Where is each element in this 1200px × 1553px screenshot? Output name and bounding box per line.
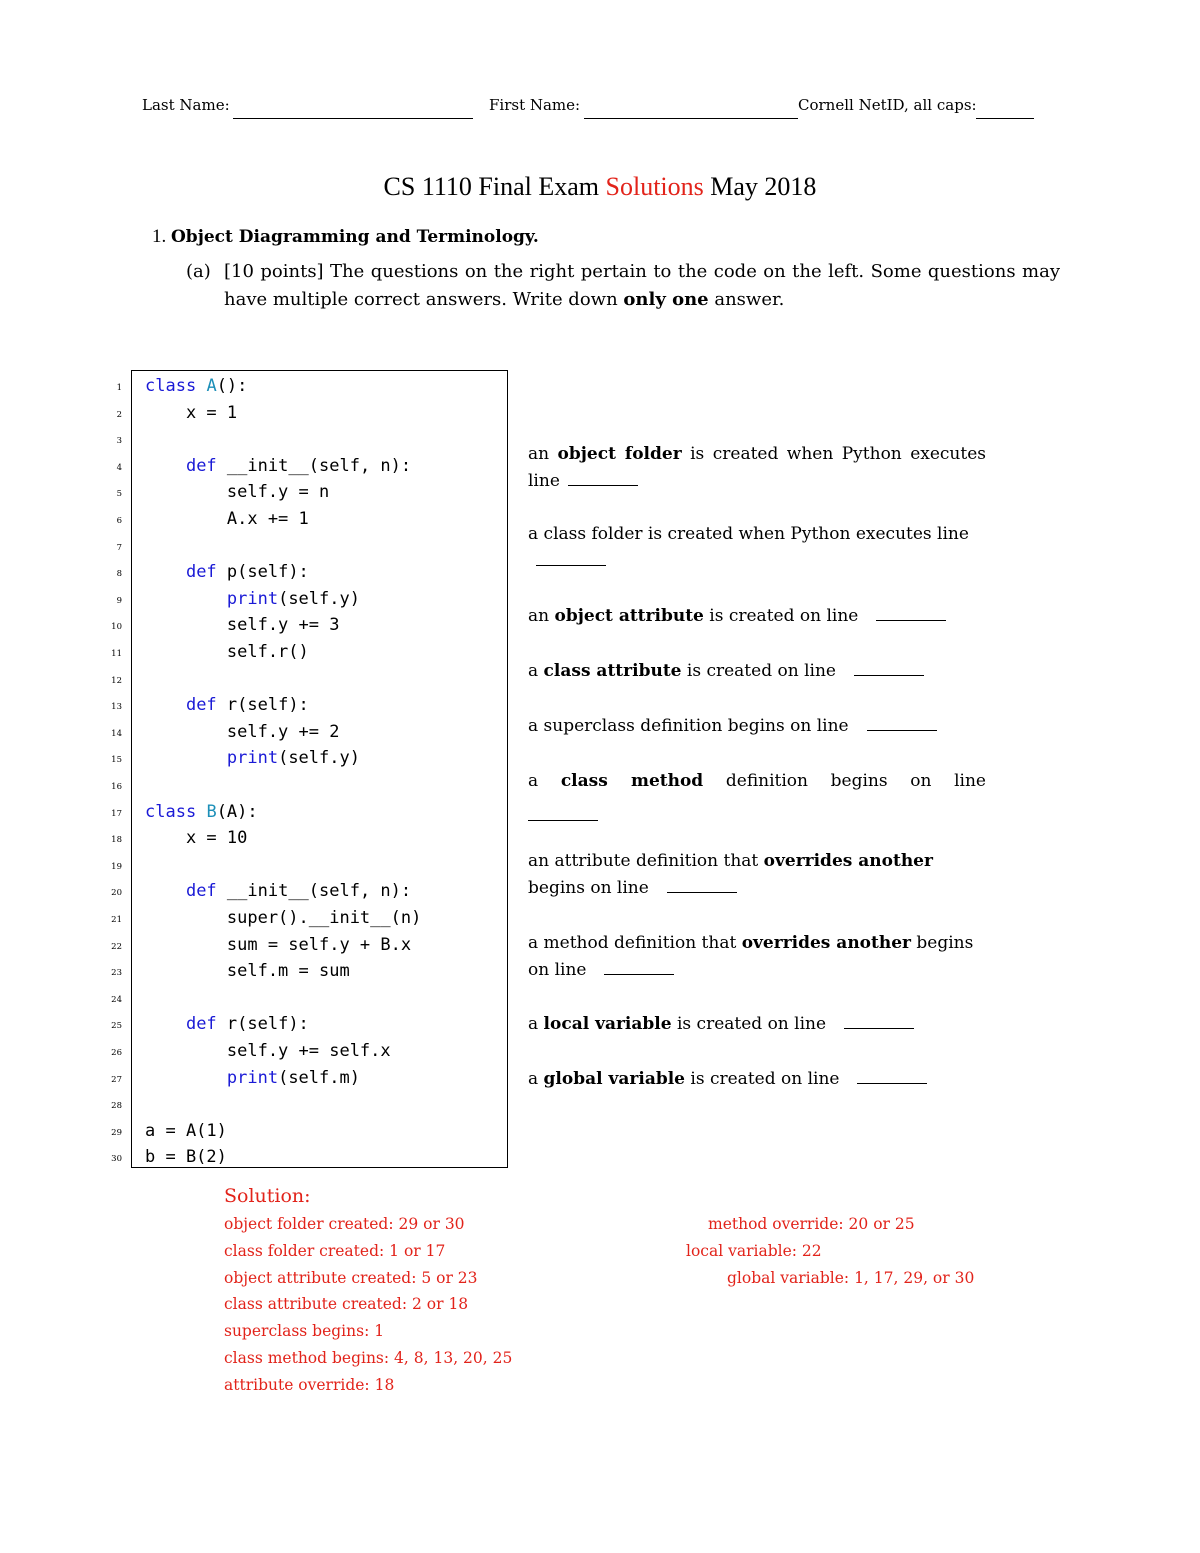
first-name-label: First Name: (489, 96, 581, 114)
q5-text-b: superclass (543, 716, 635, 736)
netid-label: Cornell NetID, all caps: (798, 96, 977, 114)
solution-heading: Solution: (224, 1185, 311, 1207)
question-method-override (528, 930, 986, 984)
q10-text-a: a (528, 1069, 539, 1089)
q2-text-b: class (543, 524, 587, 544)
q9-text-c: is created on line (676, 1014, 827, 1034)
answer-blank[interactable] (876, 606, 946, 621)
q6-text-b: class method (560, 771, 704, 791)
answer-blank[interactable] (528, 820, 598, 821)
code-line-number: 2 (116, 409, 122, 420)
code-line: A.x += 1 (145, 509, 309, 529)
code-line-number: 3 (116, 436, 122, 447)
q6-text-c: definition begins on line (725, 771, 986, 791)
q5-text-c: definition begins on line (640, 716, 849, 736)
code-line: self.y += 2 (145, 721, 340, 742)
code-line: b = B(2) (145, 1147, 227, 1168)
last-name-blank (233, 118, 473, 119)
last-name-label: Last Name: (142, 96, 230, 114)
code-line: def r(self): (185, 1014, 309, 1035)
code-line: self.y = n (145, 482, 330, 503)
q8-text-c: begins on line (528, 933, 974, 980)
code-line: self.m = sum (145, 961, 350, 982)
code-line-number: 1 (116, 383, 122, 393)
answer-blank[interactable] (867, 716, 937, 731)
q4-text-a: a (528, 661, 539, 681)
q4-text-c: is created on line (686, 661, 836, 681)
q3-text-a: an (528, 606, 550, 626)
code-line: def __init__(self, n): (185, 881, 412, 902)
q8-text-a: a method definition that (528, 933, 737, 953)
q9-text-b: local variable (543, 1014, 672, 1034)
part-a-text-start: [10 points] The questions on the right pertain to the code on the left. Some questions may have multiple correct answers. Write down (224, 261, 1060, 310)
code-line-number: 12 (111, 675, 122, 686)
code-line-number: 15 (111, 755, 122, 766)
solution-item: local variable: 22 (686, 1242, 822, 1260)
code-line-number: 27 (111, 1074, 122, 1085)
question-class-attribute (528, 658, 986, 685)
code-line: x = 1 (145, 402, 238, 423)
question-local-variable (528, 1011, 986, 1038)
q9-text-a: a (528, 1014, 539, 1034)
q2-text-c: folder is created when Python executes line (591, 524, 969, 544)
code-line-number: 5 (116, 489, 122, 500)
part-a-label: (a) (186, 261, 211, 282)
code-line-number: 13 (111, 702, 122, 713)
q2-text-a: a (528, 524, 539, 544)
code-line-number: 17 (111, 808, 122, 819)
part-a-text-bold: only one (623, 289, 709, 310)
code-line-number: 28 (111, 1101, 122, 1112)
page-title (0, 172, 1200, 202)
solution-item: object attribute created: 5 or 23 (224, 1269, 478, 1287)
solution-item: attribute override: 18 (224, 1376, 395, 1394)
code-line-number: 24 (111, 994, 122, 1005)
question-class-folder (528, 521, 986, 575)
answer-blank[interactable] (844, 1014, 914, 1029)
code-line: sum = self.y + B.x (145, 934, 412, 955)
part-a-instructions (186, 258, 1060, 314)
q3-text-b: object attribute (554, 606, 704, 626)
solution-item: class folder created: 1 or 17 (224, 1242, 446, 1260)
solution-item: method override: 20 or 25 (708, 1215, 915, 1233)
code-line: self.y += 3 (145, 615, 340, 636)
answer-blank[interactable] (568, 471, 638, 486)
solution-item: class attribute created: 2 or 18 (224, 1295, 469, 1313)
question-superclass (528, 713, 986, 740)
answer-blank[interactable] (857, 1069, 927, 1084)
q3-text-c: is created on line (709, 606, 859, 626)
code-line-number: 18 (111, 835, 122, 846)
code-line-number: 26 (111, 1048, 122, 1058)
question-global-variable (528, 1066, 986, 1093)
part-a-text-end: answer. (714, 289, 785, 310)
code-line-number: 6 (116, 516, 122, 526)
question-attribute-override (528, 848, 986, 902)
code-line-number: 29 (111, 1127, 122, 1138)
code-line-number: 16 (111, 782, 122, 792)
code-line-number: 9 (116, 595, 122, 606)
code-line-number: 10 (111, 622, 122, 633)
code-line: super().__init__(n) (145, 908, 422, 928)
title-suffix: May 2018 (710, 172, 817, 201)
code-line: print(self.y) (226, 748, 360, 769)
code-line: a = A(1) (145, 1120, 227, 1141)
q1-text-a: an (528, 444, 550, 464)
q7-text-b: overrides another (763, 851, 933, 871)
title-highlight: Solutions (605, 172, 704, 201)
solution-item: object folder created: 29 or 30 (224, 1215, 465, 1233)
code-line: def r(self): (185, 695, 309, 716)
code-line: self.y += self.x (145, 1041, 391, 1061)
first-name-blank (584, 118, 798, 119)
solution-item: global variable: 1, 17, 29, or 30 (727, 1269, 975, 1287)
q7-text-a: an attribute definition that (528, 851, 759, 871)
code-line-number: 19 (111, 861, 122, 872)
title-prefix: CS 1110 Final Exam (383, 172, 600, 201)
solution-item: class method begins: 4, 8, 13, 20, 25 (224, 1349, 513, 1367)
netid-blank (976, 118, 1034, 119)
answer-blank[interactable] (667, 878, 737, 893)
q7-text-c: begins on line (528, 878, 649, 898)
code-line-number: 4 (116, 462, 122, 473)
code-line: class A(): (145, 376, 248, 396)
q10-text-b: global variable (543, 1069, 685, 1089)
code-line: print(self.y) (226, 588, 360, 609)
code-line-number: 23 (111, 968, 122, 979)
question-heading (152, 226, 539, 248)
code-line-number: 21 (111, 915, 122, 925)
answer-blank[interactable] (536, 551, 606, 566)
question-title: Object Diagramming and Terminology. (171, 227, 539, 247)
question-object-attribute (528, 603, 986, 630)
code-line-number: 8 (116, 569, 122, 580)
answer-blank[interactable] (604, 960, 674, 975)
solution-item: superclass begins: 1 (224, 1322, 385, 1340)
code-line-number: 11 (111, 649, 122, 659)
code-line: class B(A): (145, 801, 258, 822)
code-line-number: 14 (111, 728, 122, 739)
code-line: self.r() (145, 642, 309, 662)
q4-text-b: class attribute (543, 661, 682, 681)
q1-text-c: is created when Python executes line (528, 444, 986, 491)
q1-text-b: object folder (557, 444, 682, 464)
question-class-method (528, 768, 986, 795)
code-line-number: 22 (111, 941, 122, 952)
code-line: def p(self): (185, 562, 309, 583)
code-line-number: 7 (116, 542, 122, 553)
code-line: def __init__(self, n): (185, 455, 412, 476)
q5-text-a: a (528, 716, 539, 736)
code-line: print(self.m) (226, 1067, 360, 1088)
code-line: x = 10 (145, 828, 248, 849)
code-line-number: 30 (111, 1154, 122, 1165)
part-a-text (224, 258, 1060, 314)
q6-text-a: a (528, 771, 539, 791)
answer-blank[interactable] (854, 661, 924, 676)
code-line-number: 20 (111, 888, 122, 899)
question-number: 1. (152, 226, 167, 247)
question-object-folder (528, 441, 986, 495)
q8-text-b: overrides another (741, 933, 911, 953)
q10-text-c: is created on line (690, 1069, 840, 1089)
code-line-number: 25 (111, 1021, 122, 1032)
